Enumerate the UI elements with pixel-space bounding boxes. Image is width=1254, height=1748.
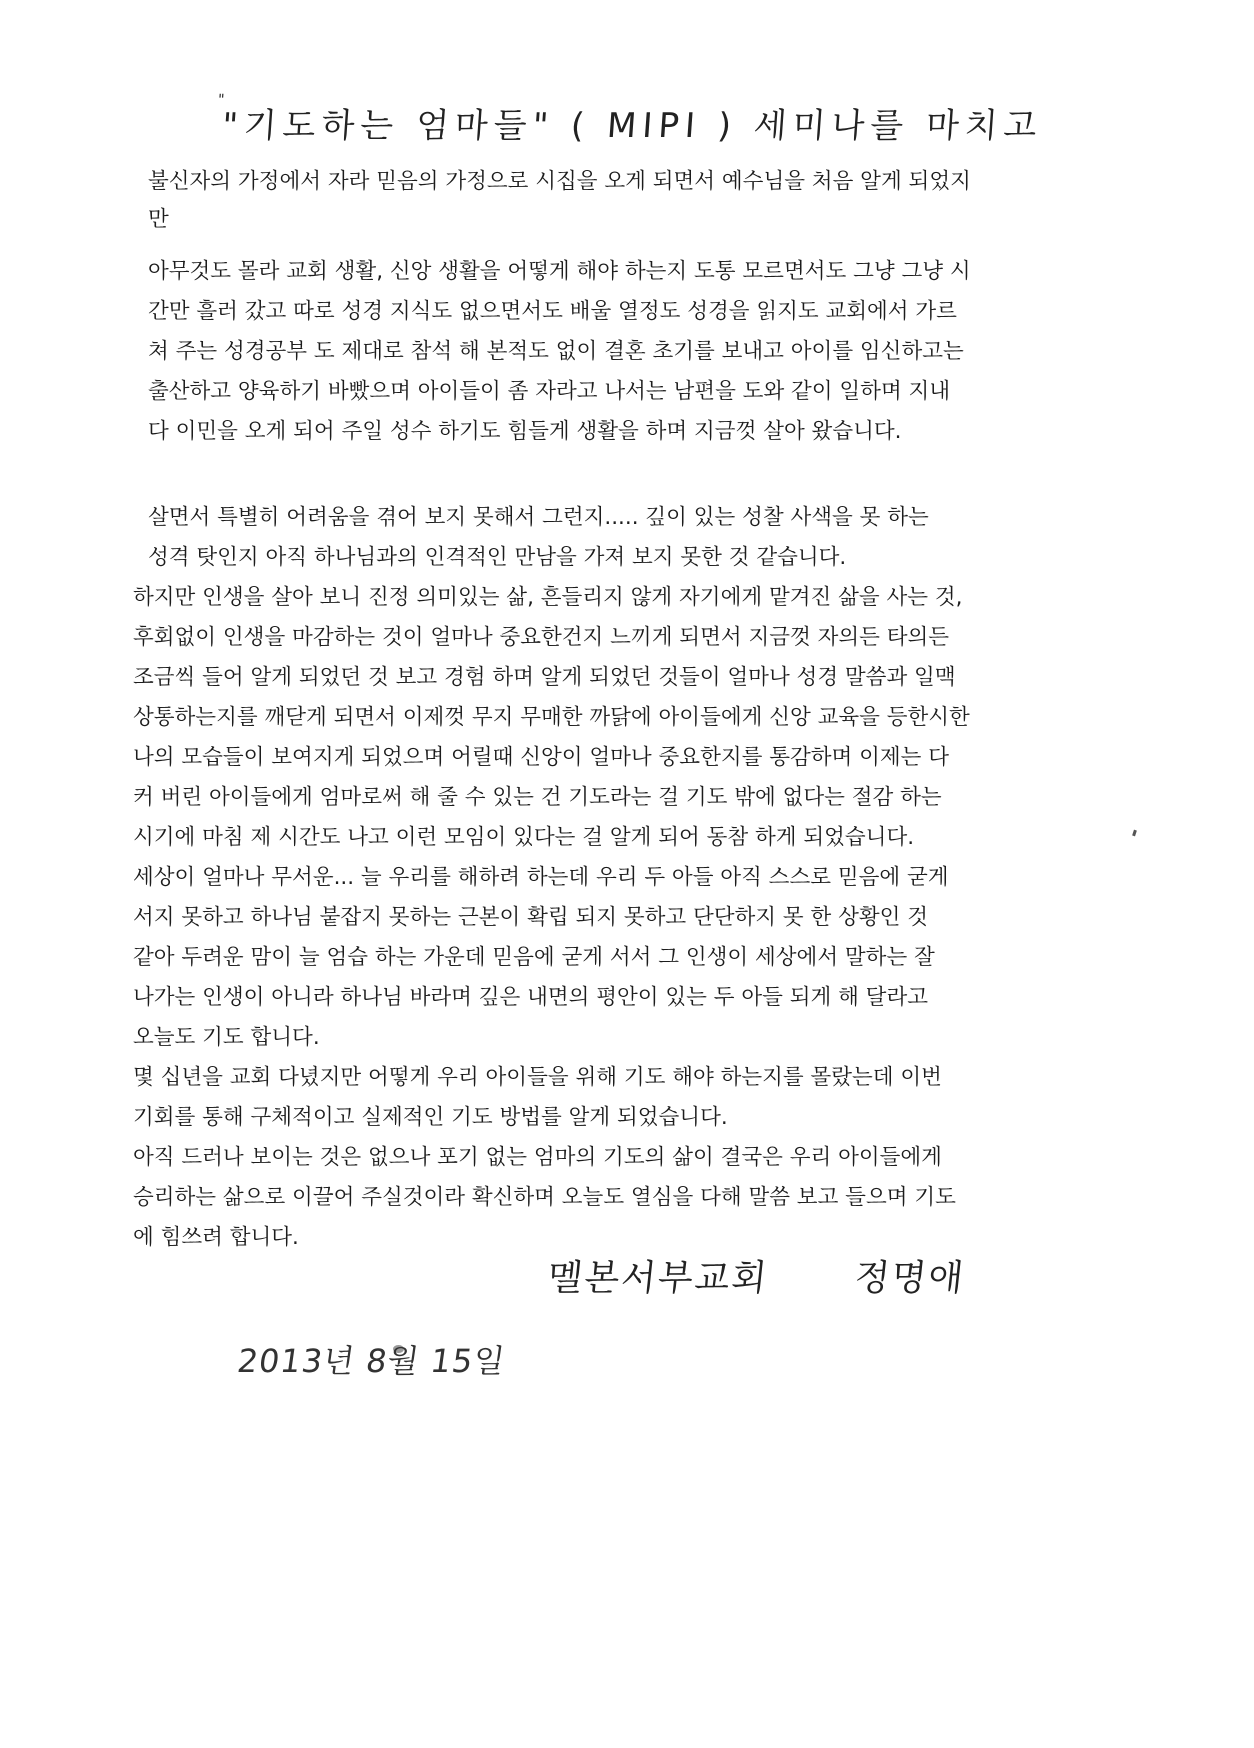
title-tick-mark: " [217, 92, 225, 108]
text-line: 쳐 주는 성경공부 도 제대로 참석 해 본적도 없이 결혼 초기를 보내고 아이를 임신하고는 [148, 339, 964, 364]
signature-name: 정명애 [852, 1258, 968, 1299]
title-text: "기도하는 엄마들" ( MIPI ) 세미나를 마치고 [220, 106, 1044, 146]
text-line: 커 버린 아이들에게 엄마로써 해 줄 수 있는 건 기도라는 걸 기도 밖에 없다는 절감 하는 [133, 785, 942, 810]
text-line: 세상이 얼마나 무서운... 늘 우리를 해하려 하는데 우리 두 아들 아직 스스로 믿음에 굳게 [133, 865, 949, 890]
text-line: 같아 두려운 맘이 늘 엄습 하는 가운데 믿음에 굳게 서서 그 인생이 세상에서 말하는 잘 [133, 945, 935, 970]
text-line: 서지 못하고 하나님 붙잡지 못하는 근본이 확립 되지 못하고 단단하지 못 한 상황인 것 [133, 905, 928, 930]
text-line: 만 [148, 207, 169, 232]
stray-ink-mark [1132, 830, 1137, 837]
text-line: 하지만 인생을 살아 보니 진정 의미있는 삶, 흔들리지 않게 자기에게 맡겨진 삶을 사는 것, [133, 585, 963, 610]
text-line: 시기에 마침 제 시간도 나고 이런 모임이 있다는 걸 알게 되어 동참 하게 되었습니다. [133, 825, 915, 850]
text-line: 살면서 특별히 어려움을 겪어 보지 못해서 그런지..... 깊이 있는 성찰 사색을 못 하는 [148, 505, 929, 530]
text-line: 후회없이 인생을 마감하는 것이 얼마나 중요한건지 느끼게 되면서 지금껏 자의든 타의든 [133, 625, 950, 650]
text-line: 간만 흘러 갔고 따로 성경 지식도 없으면서도 배울 열정도 성경을 읽지도 교회에서 가르 [148, 299, 957, 324]
text-line: 다 이민을 오게 되어 주일 성수 하기도 힘들게 생활을 하며 지금껏 살아 왔습니다. [148, 419, 902, 444]
handwritten-date: 2013년 8월 15일 [235, 1342, 508, 1380]
text-line: 아무것도 몰라 교회 생활, 신앙 생활을 어떻게 해야 하는지 도통 모르면서도 그냥 그냥 시 [148, 259, 971, 284]
text-line: 몇 십년을 교회 다녔지만 어떻게 우리 아이들을 위해 기도 해야 하는지를 몰랐는데 이번 [133, 1065, 942, 1090]
text-line: 승리하는 삶으로 이끌어 주실것이라 확신하며 오늘도 열심을 다해 말씀 보고 들으며 기도 [133, 1185, 956, 1210]
text-line: 기회를 통해 구체적이고 실제적인 기도 방법를 알게 되었습니다. [133, 1105, 728, 1130]
signature-church: 멜본서부교회 [545, 1258, 771, 1299]
text-line: 불신자의 가정에서 자라 믿음의 가정으로 시집을 오게 되면서 예수님을 처음 알게 되었지 [148, 169, 971, 194]
text-line: 조금씩 들어 알게 되었던 것 보고 경험 하며 알게 되었던 것들이 얼마나 성경 말씀과 일맥 [133, 665, 956, 690]
text-line: 나가는 인생이 아니라 하나님 바라며 깊은 내면의 평안이 있는 두 아들 되게 해 달라고 [133, 985, 928, 1010]
text-line: 오늘도 기도 합니다. [133, 1025, 320, 1050]
text-line: 나의 모습들이 보여지게 되었으며 어릴때 신앙이 얼마나 중요한지를 통감하며 이제는 다 [133, 745, 950, 770]
text-line: 성격 탓인지 아직 하나님과의 인격적인 만남을 가져 보지 못한 것 같습니다. [148, 545, 847, 570]
text-line: 상통하는지를 깨닫게 되면서 이제껏 무지 무매한 까닭에 아이들에게 신앙 교육을 등한시한 [133, 705, 970, 730]
text-line: 출산하고 양육하기 바빴으며 아이들이 좀 자라고 나서는 남편을 도와 같이 일하며 지내 [148, 379, 951, 404]
text-line: 에 힘쓰려 합니다. [133, 1225, 299, 1250]
document-title [217, 92, 1044, 158]
text-line: 아직 드러나 보이는 것은 없으나 포기 없는 엄마의 기도의 삶이 결국은 우리 아이들에게 [133, 1145, 942, 1170]
